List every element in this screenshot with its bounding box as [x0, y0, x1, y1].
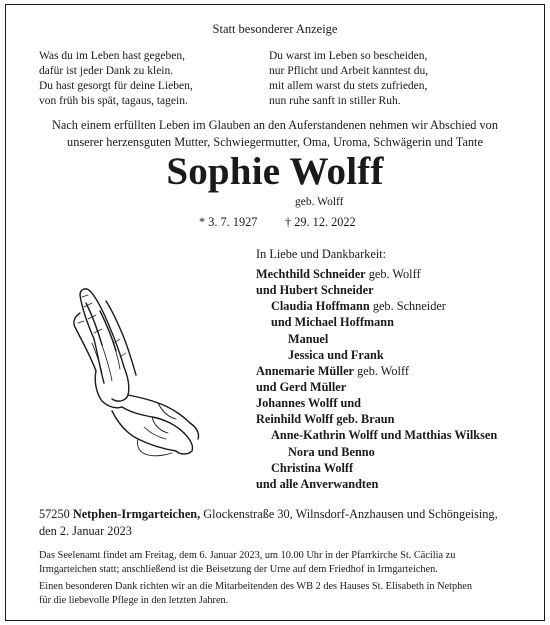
postal-code: 57250	[39, 507, 73, 521]
mourner-name: Anne-Kathrin Wolff und Matthias Wilksen	[271, 428, 498, 443]
verse-line: mit allem warst du stets zufrieden,	[269, 80, 428, 92]
funeral-line: Das Seelenamt findet am Freitag, dem 6. Januar 2023, um 10.00 Uhr in der Pfarrkirche St. Cäcilia zu	[39, 550, 456, 561]
location-line	[39, 506, 498, 523]
address-rest: Glockenstraße 30, Wilnsdorf-Anzhausen und Schöngeising,	[200, 507, 498, 521]
mourner-row	[256, 298, 497, 314]
funeral-info	[39, 549, 455, 577]
verse-line: Was du im Leben hast gegeben,	[39, 50, 185, 62]
mourner-suffix: geb. Wolff	[365, 267, 421, 281]
intro-line: Nach einem erfüllten Leben im Glauben an den Auferstandenen nehmen wir Abschied von	[52, 118, 498, 132]
intro-text	[0, 117, 550, 150]
mourner-name: Manuel	[288, 331, 329, 346]
mourner-suffix: geb. Schneider	[369, 299, 446, 314]
mourner-name: Claudia Hoffmann	[271, 299, 370, 314]
mourner-row	[256, 476, 497, 492]
thanks-line: In Liebe und Dankbarkeit:	[256, 247, 387, 261]
mourner-name: Annemarie Müller	[256, 363, 355, 378]
verse-line: Du hast gesorgt für deine Lieben,	[39, 80, 193, 92]
mourner-row	[256, 314, 497, 330]
mourner-name: und Hubert Schneider	[256, 283, 374, 298]
location-block	[39, 506, 498, 539]
mourner-name: Christina Wolff	[271, 460, 354, 475]
verse-line: von früh bis spät, tagaus, tagein.	[39, 95, 188, 107]
mourner-row	[256, 331, 497, 347]
verse-line: nur Pflicht und Arbeit kanntest du,	[269, 65, 429, 77]
mourner-row	[256, 379, 497, 395]
verse-line: dafür ist jeder Dank zu klein.	[39, 65, 174, 77]
mourner-name: Johannes Wolff und	[256, 396, 362, 411]
deceased-name: Sophie Wolff	[166, 150, 384, 193]
maiden-name: geb. Wolff	[295, 196, 344, 208]
notice-heading: Statt besonderer Anzeige	[212, 22, 338, 36]
mourner-row	[256, 363, 497, 379]
birth-date: * 3. 7. 1927	[199, 215, 258, 229]
mourner-row	[256, 347, 497, 363]
mourner-row	[256, 460, 497, 476]
mourner-suffix: geb. Wolff	[354, 363, 409, 378]
mourner-row	[256, 266, 497, 282]
mourner-name: Nora und Benno	[288, 444, 375, 459]
intro-line: unserer herzensguten Mutter, Schwiegermutter, Oma, Uroma, Schwägerin und Tante	[67, 134, 483, 149]
thanks-note-line: Einen besonderen Dank richten wir an die Mitarbeitenden des WB 2 des Hauses St. Elisabeth in Netphen	[39, 581, 473, 592]
mourner-row	[256, 395, 497, 411]
mourner-name: und Gerd Müller	[256, 379, 347, 394]
mourner-row	[256, 427, 497, 443]
verse-right	[269, 49, 428, 109]
mourner-name: und alle Anverwandten	[256, 476, 379, 491]
verse-line: Du warst im Leben so bescheiden,	[269, 50, 428, 62]
mourners-list	[256, 266, 497, 492]
town-name: Netphen-Irmgarteichen,	[72, 507, 201, 521]
death-date: † 29. 12. 2022	[285, 215, 356, 229]
funeral-line: Irmgarteichen statt; anschließend ist die Beisetzung der Urne auf dem Friedhof in Irmgarteichen.	[39, 564, 438, 576]
mourner-row	[256, 411, 497, 427]
thanks-note-line: für die liebevolle Pflege in den letzten Jahren.	[39, 595, 229, 607]
mourner-name: Mechthild Schneider	[256, 267, 366, 281]
date-line: den 2. Januar 2023	[39, 523, 132, 538]
mourner-row	[256, 282, 497, 298]
praying-hands-icon	[66, 283, 206, 463]
mourner-name: Reinhild Wolff geb. Braun	[256, 412, 395, 427]
verse-left	[39, 49, 193, 109]
mourner-name: Jessica und Frank	[288, 347, 384, 362]
thanks-note	[39, 580, 472, 608]
verse-line: nun ruhe sanft in stiller Ruh.	[269, 95, 401, 107]
mourner-row	[256, 444, 497, 460]
mourner-name: und Michael Hoffmann	[271, 315, 394, 330]
